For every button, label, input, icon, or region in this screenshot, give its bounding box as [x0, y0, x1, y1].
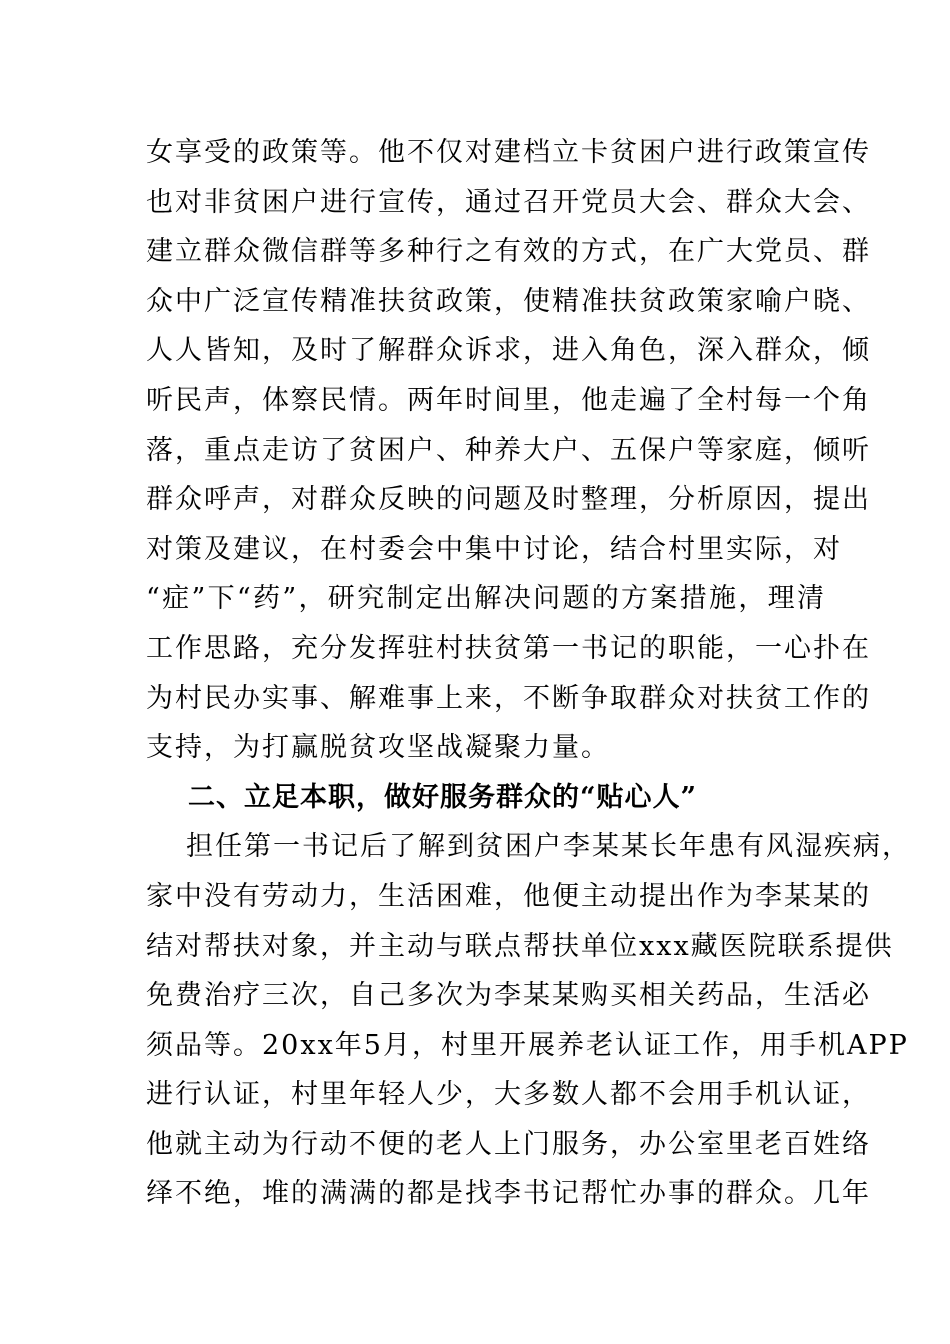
paragraph-line: 家中没有劳动力，生活困难，他便主动提出作为李某某的 [146, 880, 871, 912]
paragraph-line: 女享受的政策等。他不仅对建档立卡贫困户进行政策宣传 [146, 137, 871, 168]
paragraph-line: 进行认证，村里年轻人少，大多数人都不会用手机认证， [146, 1079, 871, 1111]
paragraph-line: 免费治疗三次，自己多次为李某某购买相关药品，生活必 [146, 980, 871, 1012]
paragraph-line: 为村民办实事、解难事上来，不断争取群众对扶贫工作的 [146, 682, 871, 714]
paragraph-line: 群众呼声，对群众反映的问题及时整理，分析原因，提出 [146, 484, 871, 516]
paragraph-line: 建立群众微信群等多种行之有效的方式，在广大党员、群 [146, 236, 871, 268]
paragraph-line: 工作思路，充分发挥驻村扶贫第一书记的职能，一心扑在 [146, 632, 871, 664]
paragraph-line: 支持，为打赢脱贫攻坚战凝聚力量。 [146, 732, 610, 764]
section-heading: 二、立足本职，做好服务群众的“贴心人” [188, 781, 698, 813]
body-text [146, 128, 911, 1219]
paragraph-line: 对策及建议，在村委会中集中讨论，结合村里实际，对 [146, 533, 842, 565]
paragraph-line: 听民声，体察民情。两年时间里，他走遍了全村每一个角 [146, 384, 871, 416]
paragraph-line: 众中广泛宣传精准扶贫政策，使精准扶贫政策家喻户晓、 [146, 285, 871, 317]
paragraph-line: 落，重点走访了贫困户、种养大户、五保户等家庭，倾听 [146, 434, 871, 466]
paragraph-line: 人人皆知，及时了解群众诉求，进入角色，深入群众，倾 [146, 335, 871, 367]
paragraph-line: 担任第一书记后了解到贫困户李某某长年患有风湿疾病， [186, 831, 911, 863]
paragraph-line: “症”下“药”，研究制定出解决问题的方案措施，理清 [146, 583, 826, 615]
paragraph-line: 结对帮扶对象，并主动与联点帮扶单位xxx藏医院联系提供 [146, 930, 894, 962]
paragraph-line: 他就主动为行动不便的老人上门服务，办公室里老百姓络 [146, 1128, 871, 1160]
paragraph-line: 也对非贫困户进行宣传，通过召开党员大会、群众大会、 [146, 186, 871, 218]
paragraph-line: 须品等。20xx年5月，村里开展养老认证工作，用手机APP [146, 1029, 909, 1061]
paragraph-line: 绎不绝，堆的满满的都是找李书记帮忙办事的群众。几年 [146, 1178, 871, 1210]
